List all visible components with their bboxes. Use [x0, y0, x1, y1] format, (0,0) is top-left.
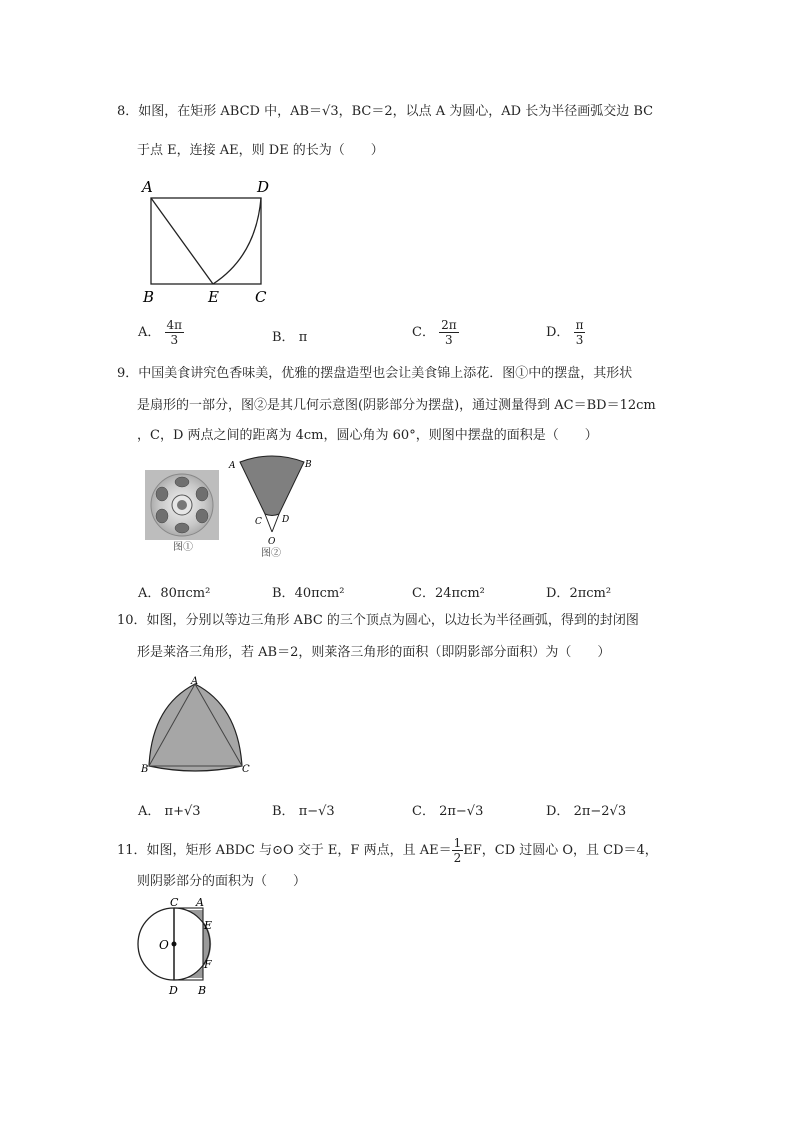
q10-option-d[interactable] [546, 800, 626, 819]
q8-label-a: A [142, 178, 153, 196]
q10-figure [138, 674, 258, 778]
q10-option-b[interactable] [272, 800, 335, 819]
q10-label-a: A [191, 676, 199, 687]
q9-label-o: O [268, 537, 276, 547]
q10-option-d-text: 2π−2√3 [573, 804, 627, 819]
q8-option-a-den: 3 [170, 333, 179, 347]
q11-label-a: A [196, 896, 204, 909]
q9-photo-center-dot [177, 500, 187, 510]
q9-photo [145, 470, 219, 553]
q11-label-f: F [204, 958, 212, 971]
q9-line1: 9．中国美食讲究色香味美，优雅的摆盘造型也会让美食锦上添花．图①中的摆盘，其形状 [117, 366, 633, 381]
q8-line1: 8．如图，在矩形 ABCD 中，AB＝√3，BC＝2，以点 A 为圆心，AD 长为半径画弧交边 BC [117, 104, 654, 119]
q10-option-d-letter: D． [546, 804, 570, 819]
q11-label-e: E [204, 919, 213, 932]
q8-rectangle [151, 198, 261, 284]
q9-fig2-caption: 图② [261, 548, 281, 559]
q11-line2: 则阴影部分的面积为（ ） [137, 874, 307, 889]
q8-label-e: E [208, 288, 219, 306]
q8-option-c[interactable] [412, 318, 459, 347]
q8-option-b-text: π [298, 330, 308, 345]
q10-reuleaux-triangle [149, 684, 242, 771]
q9-option-d-text: 2πcm² [569, 586, 612, 601]
q9-segment-do [272, 514, 279, 532]
q9-option-a[interactable] [138, 582, 210, 601]
q8-option-d-den: 3 [575, 333, 584, 347]
q8-option-b[interactable] [272, 326, 307, 345]
q10-option-a-text: π+√3 [164, 804, 201, 819]
q8-option-d[interactable] [546, 318, 585, 347]
q9-label-d: D [282, 515, 290, 525]
q10-option-a[interactable] [138, 800, 201, 819]
q11-line1 [117, 836, 658, 865]
q8-label-c: C [255, 288, 267, 306]
q9-option-c-text: 24πcm² [434, 586, 485, 601]
q11-label-c: C [170, 896, 179, 909]
q9-option-b[interactable] [272, 582, 344, 601]
q11-fraction [452, 836, 464, 865]
q9-fig1-caption: 图① [173, 542, 193, 553]
q8-option-c-den: 3 [445, 333, 453, 347]
q8-option-d-num: π [575, 318, 584, 332]
q11-label-b: B [198, 984, 207, 997]
q8-arc-de [213, 198, 261, 284]
q9-option-b-text: 40πcm² [294, 586, 345, 601]
q9-option-a-letter: A． [138, 586, 161, 601]
q10-option-b-letter: B． [272, 804, 295, 819]
q9-option-d[interactable] [546, 582, 611, 601]
q11-line1-part1: 11．如图，矩形 ABDC 与⊙O 交于 E，F 两点，且 AE＝ [117, 843, 452, 858]
q11-frac-num: 1 [453, 836, 462, 850]
q8-option-c-num: 2π [441, 318, 457, 332]
q10-option-a-letter: A． [138, 804, 161, 819]
q9-label-b: B [305, 460, 312, 470]
q8-option-c-letter: C． [412, 325, 435, 340]
q9-option-d-letter: D． [546, 586, 570, 601]
q8-option-a[interactable] [138, 318, 184, 347]
q9-label-a: A [229, 461, 236, 471]
q11-label-o: O [159, 938, 169, 952]
q10-line1: 10．如图，分别以等边三角形 ABC 的三个顶点为圆心，以边长为半径画弧，得到的封闭图 [117, 613, 639, 628]
q11-line1-part2: EF，CD 过圆心 O，且 CD＝4， [463, 843, 658, 858]
q8-segment-ae [151, 198, 213, 284]
q9-option-c-letter: C． [412, 586, 435, 601]
q8-label-d: D [257, 178, 270, 196]
q9-line3: ，C，D 两点之间的距离为 4cm，圆心角为 60°，则图中摆盘的面积是（ ） [137, 428, 598, 443]
q10-option-b-text: π−√3 [298, 804, 335, 819]
q8-option-d-letter: D． [546, 325, 570, 340]
q11-label-d: D [169, 984, 178, 997]
q9-option-b-letter: B． [272, 586, 295, 601]
q9-option-c[interactable] [412, 582, 485, 601]
q9-figure [225, 452, 320, 559]
q10-line2: 形是莱洛三角形，若 AB＝2，则莱洛三角形的面积（即阴影部分面积）为（ ） [137, 645, 611, 660]
q9-label-c: C [255, 517, 262, 527]
q10-label-c: C [242, 764, 250, 775]
q11-center-point [172, 942, 177, 947]
q9-option-a-text: 80πcm² [160, 586, 211, 601]
q10-option-c-text: 2π−√3 [439, 804, 484, 819]
q8-label-b: B [143, 288, 155, 306]
q8-line2: 于点 E，连接 AE，则 DE 的长为（ ） [137, 143, 384, 158]
q11-figure [133, 896, 233, 1000]
q8-option-a-letter: A． [138, 325, 161, 340]
q10-option-c-letter: C． [412, 804, 435, 819]
q9-line2: 是扇形的一部分，图②是其几何示意图(阴影部分为摆盘)，通过测量得到 AC＝BD＝12cm [137, 398, 656, 413]
q10-label-b: B [141, 764, 149, 775]
q8-option-a-num: 4π [166, 318, 183, 332]
q11-frac-den: 2 [453, 851, 462, 865]
q10-option-c[interactable] [412, 800, 483, 819]
q8-figure [138, 176, 278, 308]
q9-shaded-sector [240, 456, 304, 516]
q8-option-b-letter: B． [272, 330, 295, 345]
q9-segment-co [265, 514, 272, 532]
